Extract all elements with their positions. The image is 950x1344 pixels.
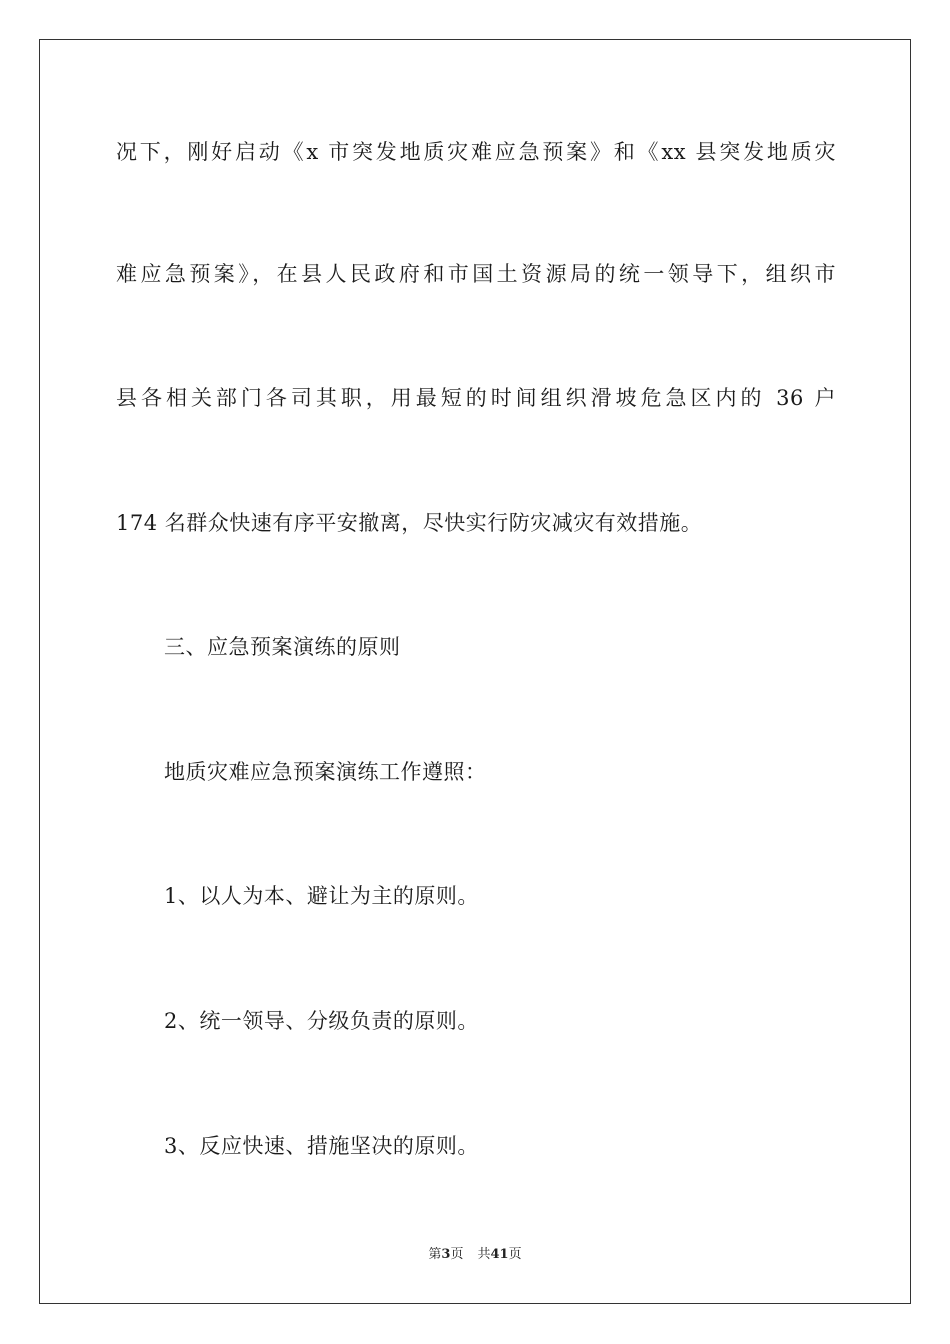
footer-page-suffix: 页 <box>450 1247 464 1262</box>
principle-item-3: 3、反应快速、措施坚决的原则。 <box>164 1134 479 1158</box>
principle-item-2: 2、统一领导、分级负责的原则。 <box>164 1009 479 1033</box>
footer-page-number: 3 <box>441 1247 451 1262</box>
footer-total-suffix: 页 <box>508 1247 522 1262</box>
body-text-line-1: 况下，刚好启动《x 市突发地质灾难应急预案》和《xx 县突发地质灾 <box>116 140 836 164</box>
footer-page-prefix: 第 <box>428 1247 442 1262</box>
footer-total-prefix: 共 <box>477 1247 491 1262</box>
intro-text: 地质灾难应急预案演练工作遵照： <box>164 760 487 784</box>
page-footer <box>0 1246 950 1264</box>
principle-item-1: 1、以人为本、避让为主的原则。 <box>164 884 479 908</box>
body-text-line-3: 县各相关部门各司其职，用最短的时间组织滑坡危急区内的 36 户 <box>116 386 836 410</box>
body-text-line-2: 难应急预案》，在县人民政府和市国土资源局的统一领导下，组织市 <box>116 262 836 286</box>
footer-total-pages: 41 <box>490 1247 509 1262</box>
body-text-line-4: 174 名群众快速有序平安撤离，尽快实行防灾减灾有效措施。 <box>116 511 703 535</box>
page-border <box>39 39 911 1304</box>
section-heading: 三、应急预案演练的原则 <box>164 635 401 659</box>
